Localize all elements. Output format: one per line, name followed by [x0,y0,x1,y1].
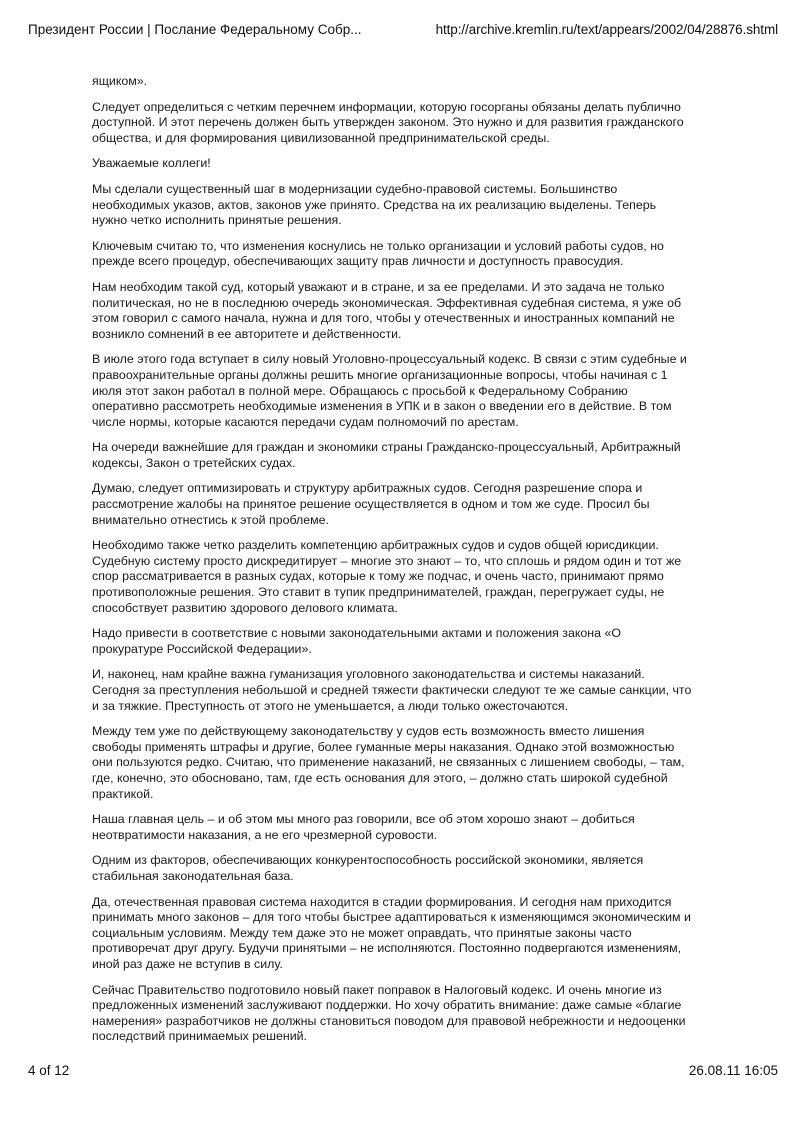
paragraph: Мы сделали существенный шаг в модернизации судебно-правовой системы. Большинство необходимых указов, актов, законов уже принято. Средства на их реализацию выделены. Теперь нужно четко исполнить принятые решения. [92,181,657,228]
page-number: 4 of 12 [28,1063,70,1078]
paragraph: Между тем уже по действующему законодательству у судов есть возможность вместо лишения свободы применять штрафы и другие, более гуманные меры наказания. Однако этой возможностью они пользуются редко. Считаю, что применение наказаний, не связанных с лишением свободы, – там, где, конечно, это обосновано, там, где есть основания для этого, – должно стать широкой судебной практикой. [92,724,685,801]
paragraph: Необходимо также четко разделить компетенцию арбитражных судов и судов общей юрисдикции. Судебную систему просто дискредитирует – многие это знают – то, что сплошь и рядом один и тот же спор рассматривается в разных судах, которые к тому же подчас, и очень часто, принимают прямо противоположные решения. Это ставит в тупик предпринимателей, граждан, перегружает суды, не способствует развитию здорового делового климата. [92,538,682,615]
paragraph: И, наконец, нам крайне важна гуманизация уголовного законодательства и системы наказаний. Сегодня за преступления небольшой и средней тяжести фактически следуют те же самые санкции, что и за тяжкие. Преступность от этого не уменьшается, а люди только ожесточаются. [92,667,692,713]
paragraph: Думаю, следует оптимизировать и структуру арбитражных судов. Сегодня разрешение спора и рассмотрение жалобы на принятое решение осуществляется в одном и том же суде. Просил бы внимательно отнестись к этой проблеме. [92,481,650,527]
page-url: http://archive.kremlin.ru/text/appears/2002/04/28876.shtml [435,22,778,37]
paragraph: Одним из факторов, обеспечивающих конкурентоспособность российской экономики, является стабильная законодательная база. [92,853,644,883]
document-body [92,74,692,1055]
paragraph: Наша главная цель – и об этом мы много раз говорили, все об этом хорошо знают – добиться неотвратимости наказания, а не его чрезмерной суровости. [92,812,635,842]
paragraph: Следует определиться с четким перечнем информации, которую госорганы обязаны делать публично доступной. И этот перечень должен быть утвержден законом. Это нужно и для развития гражданского общества, и для формирования цивилизованной предпринимательской среды. [92,99,684,145]
page-header [28,22,778,37]
paragraph: Сейчас Правительство подготовило новый пакет поправок в Налоговый кодекс. И очень многие из предложенных изменений заслуживают поддержки. Но хочу обратить внимание: даже самые «благие намерения» разработчиков не должны становиться поводом для правовой небрежности и недооценки последствий принимаемых решений. [92,982,686,1044]
paragraph: Надо привести в соответствие с новыми законодательными актами и положения закона «О прокуратуре Российской Федерации». [92,626,622,656]
page-footer [28,1063,778,1078]
paragraph-salutation: Уважаемые коллеги! [92,156,211,171]
paragraph: В июле этого года вступает в силу новый Уголовно-процессуальный кодекс. В связи с этим судебные и правоохранительные органы должны решить многие организационные вопросы, чтобы начиная с 1 июля этот закон работал в полной мере. Обращаюсь с просьбой к Федеральному Собранию оперативно рассмотреть необходимые изменения в УПК и в закон о введении его в действие. В том числе нормы, которые касаются передачи судам полномочий по арестам. [92,352,687,429]
paragraph: Ключевым считаю то, что изменения коснулись не только организации и условий работы судов, но прежде всего процедур, обеспечивающих защиту прав личности и доступность правосудия. [92,238,664,269]
print-datetime: 26.08.11 16:05 [688,1063,778,1078]
paragraph: Да, отечественная правовая система находится в стадии формирования. И сегодня нам приходится принимать много законов – для того чтобы быстрее адаптироваться к изменяющимся экономическим и социальным условиям. Между тем даже это не может оправдать, что принятые законы часто противоречат друг другу. Будучи принятыми – не исполняются. Постоянно подвергаются изменениям, иной раз даже не вступив в силу. [92,894,691,971]
paragraph: Нам необходим такой суд, который уважают и в стране, и за ее пределами. И это задача не только политическая, но не в последнюю очередь экономическая. Эффективная судебная система, я уже об этом говорил с самого начала, нужна и для того, чтобы у отечественных и иностранных компаний не возникло сомнений в ее авторитете и действенности. [92,279,682,341]
paragraph: ящиком». [92,74,148,88]
page-title: Президент России | Послание Федеральному Собр... [28,22,362,37]
paragraph: На очереди важнейшие для граждан и экономики страны Гражданско-процессуальный, Арбитражный кодексы, Закон о третейских судах. [92,440,681,470]
